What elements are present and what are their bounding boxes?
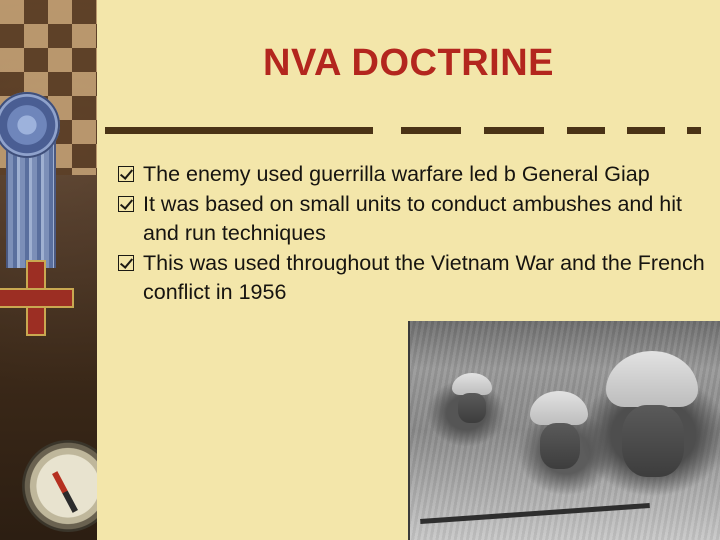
bullet-text: The enemy used guerrilla warfare led b General Giap <box>143 162 650 186</box>
title-divider <box>97 127 720 135</box>
checkbox-checked-icon <box>118 255 134 271</box>
bullet-list <box>118 160 708 308</box>
bullet-text: It was based on small units to conduct ambushes and hit and run techniques <box>143 192 683 245</box>
bullet-text: This was used throughout the Vietnam War and the French conflict in 1956 <box>143 251 705 304</box>
bullet-item <box>118 249 708 307</box>
slide-title: NVA DOCTRINE <box>263 42 554 84</box>
checkbox-checked-icon <box>118 196 134 212</box>
soldiers-photo <box>408 321 720 540</box>
medal-cross-icon <box>0 260 74 336</box>
checkbox-checked-icon <box>118 166 134 182</box>
decorative-collage <box>0 0 97 540</box>
bullet-item <box>118 160 708 189</box>
bullet-item <box>118 190 708 248</box>
